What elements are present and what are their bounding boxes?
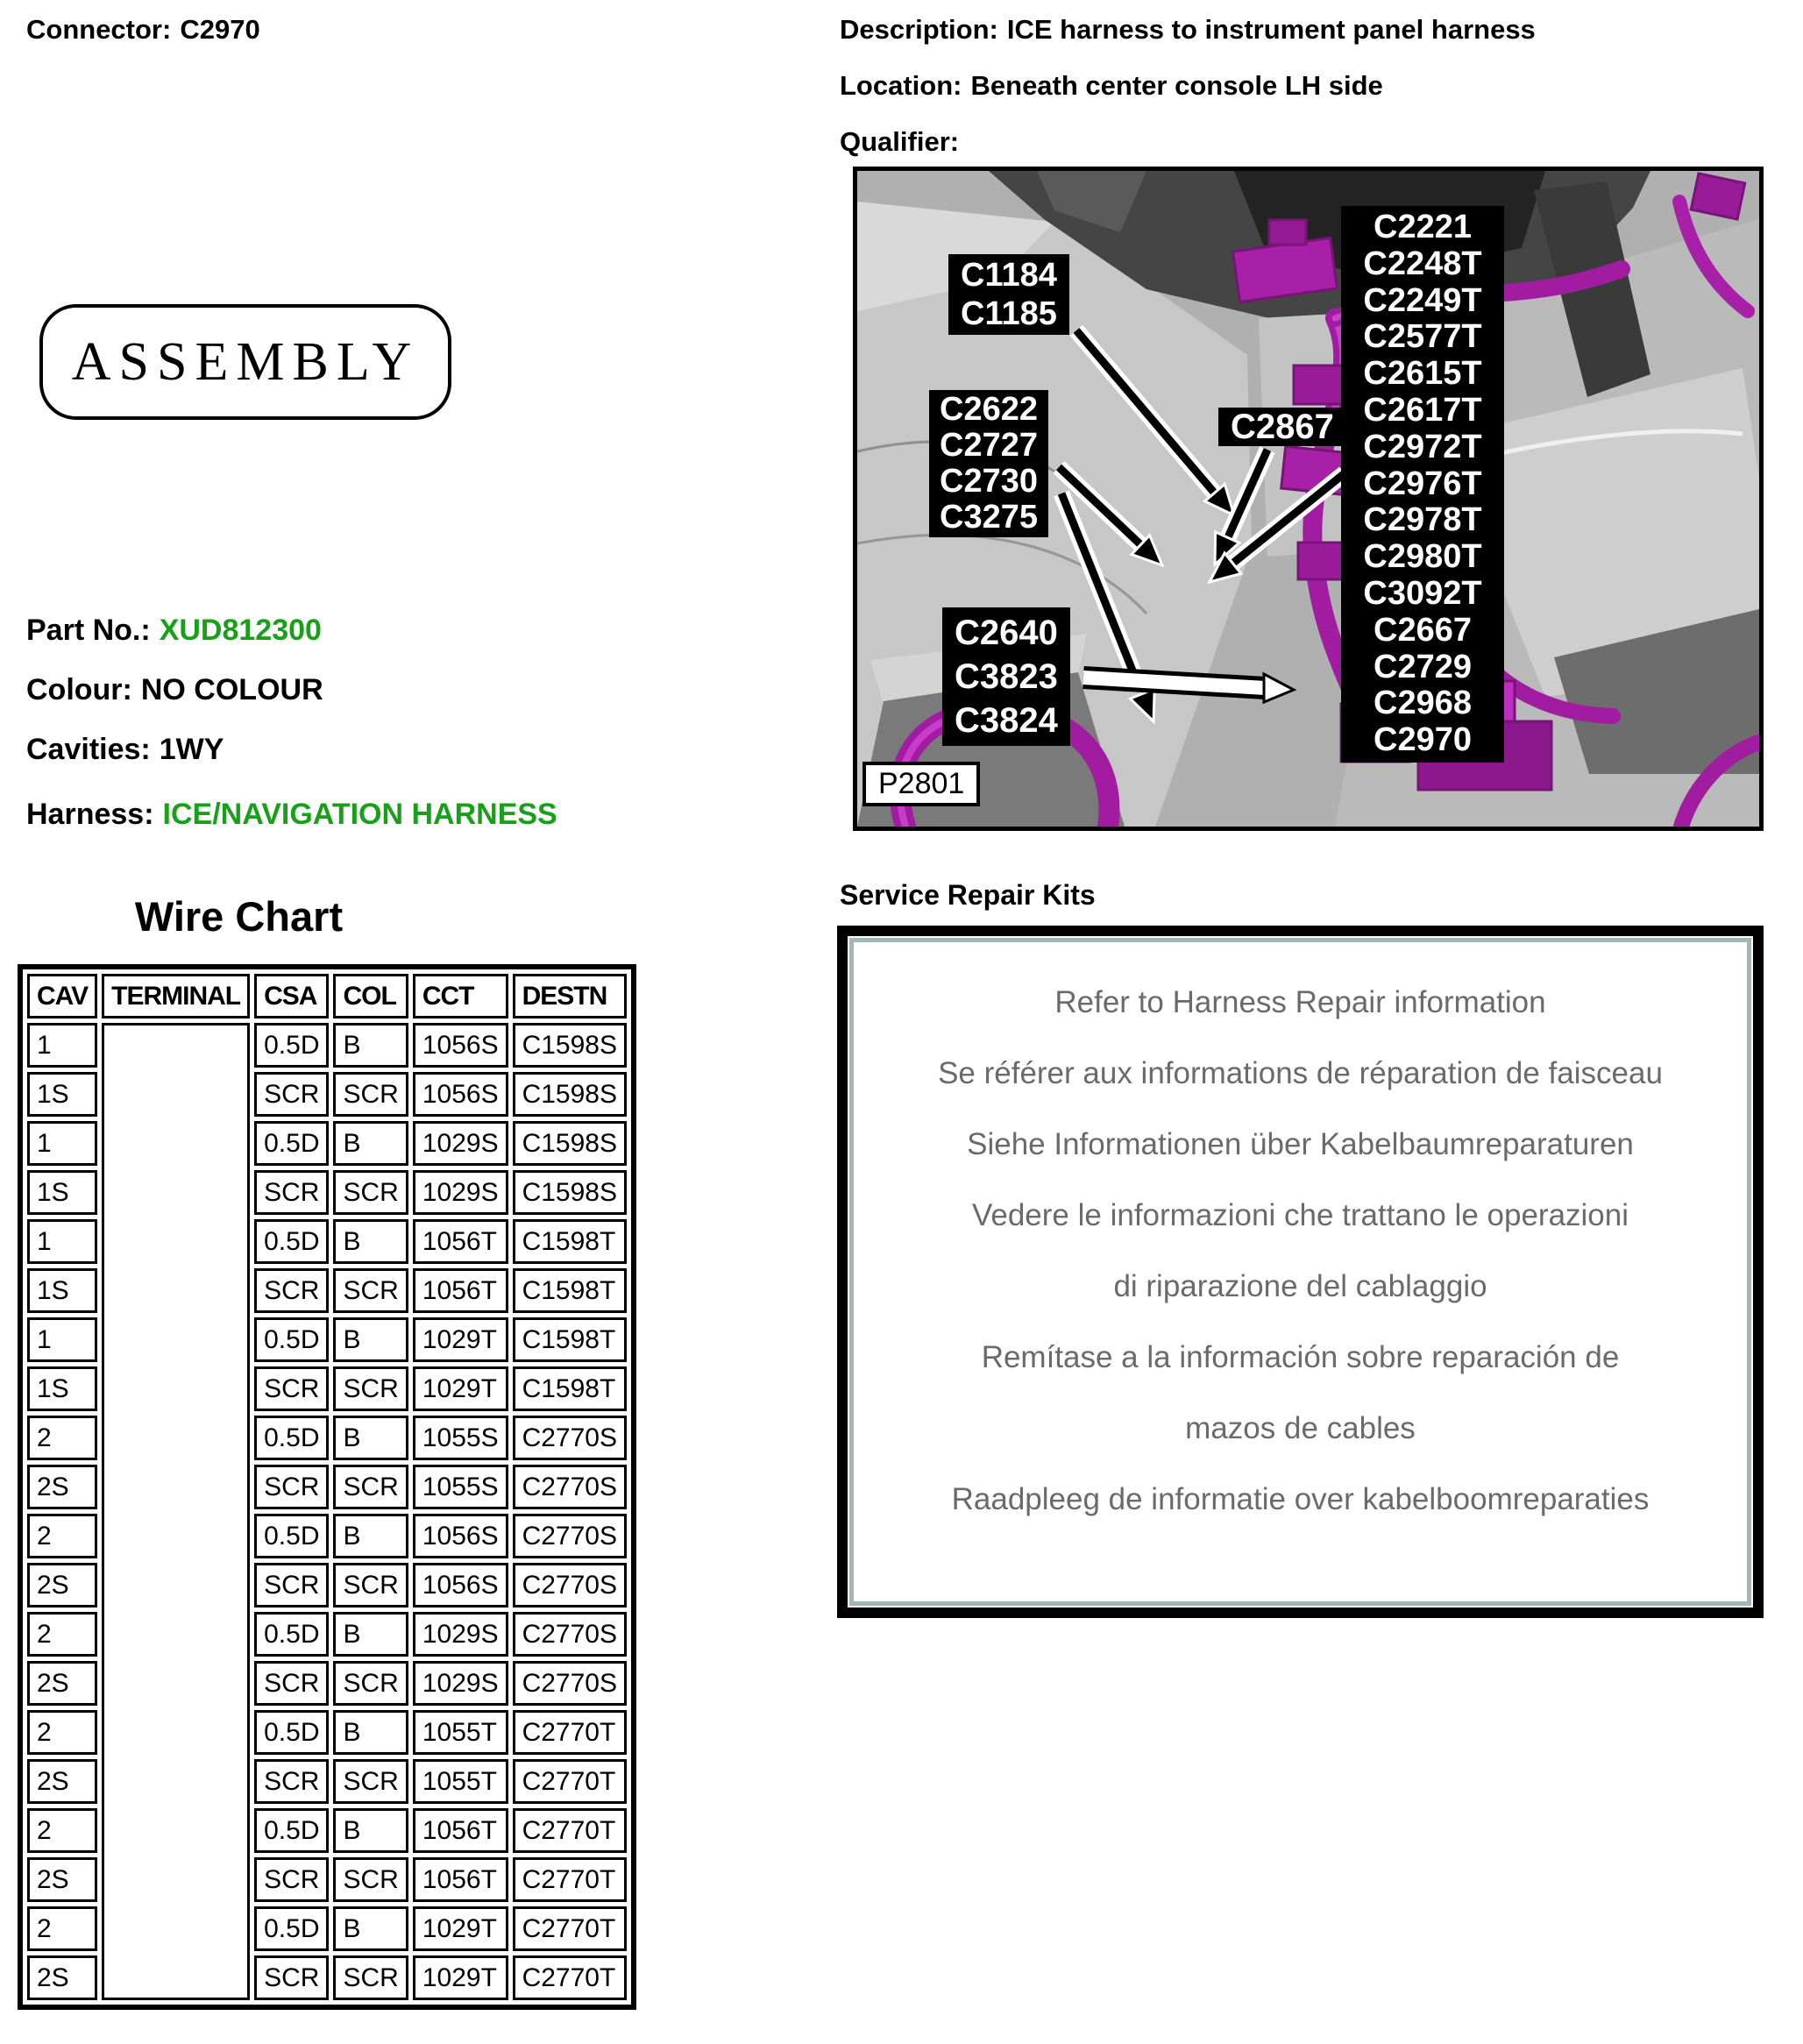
- cell-destn: C2770S: [513, 1514, 627, 1558]
- cell-cav: 1: [27, 1317, 97, 1362]
- cell-cct: 1056T: [413, 1808, 508, 1853]
- photo-reference-label: P2801: [862, 762, 980, 806]
- cell-csa: SCR: [254, 1759, 329, 1804]
- cell-cct: 1029T: [413, 1906, 508, 1951]
- cell-cct: 1029S: [413, 1612, 508, 1657]
- description-label: Description:: [840, 14, 998, 45]
- cell-col: SCR: [333, 1857, 408, 1902]
- cell-col: SCR: [333, 1072, 408, 1117]
- cell-cct: 1029T: [413, 1317, 508, 1362]
- cell-col: SCR: [333, 1170, 408, 1215]
- cell-cct: 1029S: [413, 1661, 508, 1706]
- callout-line: C3823: [955, 657, 1058, 696]
- cell-cct: 1056S: [413, 1563, 508, 1608]
- cell-cav: 2S: [27, 1661, 97, 1706]
- cell-cav: 1S: [27, 1268, 97, 1313]
- cell-csa: 0.5D: [254, 1906, 329, 1951]
- cell-destn: C2770S: [513, 1612, 627, 1657]
- cell-csa: 0.5D: [254, 1514, 329, 1558]
- cell-destn: C2770T: [513, 1857, 627, 1902]
- cell-cav: 2: [27, 1710, 97, 1755]
- description-value: ICE harness to instrument panel harness: [1006, 14, 1536, 45]
- cell-col: B: [333, 1612, 408, 1657]
- cell-col: SCR: [333, 1759, 408, 1804]
- cell-csa: SCR: [254, 1072, 329, 1117]
- service-repair-kits-line: mazos de cables: [1185, 1411, 1416, 1445]
- cell-cct: 1056S: [413, 1514, 508, 1558]
- cell-col: B: [333, 1023, 408, 1068]
- callout-line: C2622: [940, 391, 1038, 428]
- cell-csa: SCR: [254, 1268, 329, 1313]
- cavities-line: [26, 733, 224, 767]
- cell-col: SCR: [333, 1366, 408, 1411]
- callout-line: C2978T: [1363, 501, 1482, 539]
- service-repair-kits-title: Service Repair Kits: [840, 879, 1096, 911]
- callout-line: C3275: [940, 499, 1038, 536]
- cell-cav: 1: [27, 1219, 97, 1264]
- service-repair-kits-line: Remítase a la información sobre reparación de: [981, 1340, 1620, 1374]
- col-header-destn: DESTN: [513, 974, 627, 1018]
- harness-label: Harness:: [26, 798, 154, 831]
- cell-cav: 2S: [27, 1759, 97, 1804]
- cell-destn: C2770S: [513, 1465, 627, 1509]
- cell-cav: 2S: [27, 1563, 97, 1608]
- col-header-col: COL: [333, 974, 408, 1018]
- cell-destn: C2770T: [513, 1955, 627, 2000]
- cell-col: B: [333, 1121, 408, 1166]
- cell-destn: C1598T: [513, 1317, 627, 1362]
- cell-col: B: [333, 1416, 408, 1460]
- cell-csa: 0.5D: [254, 1710, 329, 1755]
- cell-cav: 2: [27, 1612, 97, 1657]
- cell-col: SCR: [333, 1955, 408, 2000]
- qualifier-label: Qualifier:: [840, 126, 960, 157]
- harness-line: [26, 798, 557, 832]
- cell-csa: 0.5D: [254, 1023, 329, 1068]
- col-header-cav: CAV: [27, 974, 97, 1018]
- service-repair-kits-line: Refer to Harness Repair information: [1054, 985, 1546, 1019]
- callout-c2622-group: [929, 390, 1048, 537]
- callout-line: C3092T: [1363, 574, 1482, 612]
- cell-col: SCR: [333, 1465, 408, 1509]
- part-no-label: Part No.:: [26, 614, 151, 647]
- cell-cct: 1055S: [413, 1465, 508, 1509]
- cell-cct: 1056S: [413, 1023, 508, 1068]
- cavities-label: Cavities:: [26, 733, 151, 766]
- connector-label: Connector:: [26, 14, 172, 45]
- cell-csa: SCR: [254, 1170, 329, 1215]
- part-no-line: [26, 614, 322, 648]
- colour-value: NO COLOUR: [140, 673, 323, 706]
- callout-line: C2727: [940, 427, 1038, 464]
- harness-value: ICE/NAVIGATION HARNESS: [162, 798, 557, 831]
- wire-chart-row: [27, 1023, 627, 1068]
- cell-destn: C2770T: [513, 1759, 627, 1804]
- location-heading: [840, 70, 1383, 102]
- cell-csa: 0.5D: [254, 1219, 329, 1264]
- callout-line: C2640: [955, 614, 1058, 652]
- callout-line: C2248T: [1363, 245, 1482, 282]
- callout-line: C2968: [1374, 685, 1472, 722]
- callout-line: C2972T: [1363, 428, 1482, 465]
- callout-line: C2221: [1374, 209, 1472, 245]
- service-repair-kits-line: Siehe Informationen über Kabelbaumreparaturen: [967, 1127, 1634, 1161]
- cell-cct: 1056T: [413, 1268, 508, 1313]
- cell-cav: 2S: [27, 1857, 97, 1902]
- cell-cct: 1029T: [413, 1955, 508, 2000]
- cell-csa: 0.5D: [254, 1416, 329, 1460]
- service-repair-kits-line: Raadpleeg de informatie over kabelboomreparaties: [951, 1482, 1650, 1516]
- cell-destn: C1598S: [513, 1023, 627, 1068]
- cell-cav: 1S: [27, 1366, 97, 1411]
- service-repair-kits-line: di riparazione del cablaggio: [1113, 1269, 1487, 1303]
- wire-chart-header-row: [27, 974, 627, 1018]
- cell-cct: 1029T: [413, 1366, 508, 1411]
- cell-destn: C2770T: [513, 1906, 627, 1951]
- cell-cct: 1055T: [413, 1710, 508, 1755]
- cell-csa: SCR: [254, 1661, 329, 1706]
- callout-line: C2667: [1374, 611, 1472, 649]
- cell-col: B: [333, 1317, 408, 1362]
- wire-chart-title: Wire Chart: [134, 893, 344, 940]
- cell-csa: SCR: [254, 1857, 329, 1902]
- cell-destn: C1598T: [513, 1219, 627, 1264]
- cell-cav: 1: [27, 1121, 97, 1166]
- cell-destn: C1598T: [513, 1366, 627, 1411]
- cell-col: SCR: [333, 1661, 408, 1706]
- cell-destn: C2770T: [513, 1808, 627, 1853]
- callout-line: C2980T: [1363, 538, 1482, 576]
- assembly-badge: ASSEMBLY: [39, 304, 451, 420]
- service-repair-kits-box: [837, 926, 1764, 1618]
- cell-col: B: [333, 1710, 408, 1755]
- cell-cav: 2S: [27, 1955, 97, 2000]
- description-heading: [840, 14, 1536, 46]
- service-repair-kits-lines: [854, 942, 1747, 1535]
- qualifier-heading: [840, 126, 968, 158]
- cell-col: B: [333, 1906, 408, 1951]
- col-header-csa: CSA: [254, 974, 329, 1018]
- cell-col: B: [333, 1219, 408, 1264]
- cell-csa: 0.5D: [254, 1121, 329, 1166]
- callout-line: C2730: [940, 463, 1038, 500]
- cell-csa: SCR: [254, 1563, 329, 1608]
- cell-csa: 0.5D: [254, 1808, 329, 1853]
- connector-location-photo: [853, 167, 1764, 831]
- cell-cct: 1055T: [413, 1759, 508, 1804]
- part-no-value: XUD812300: [159, 614, 322, 647]
- connector-value: C2970: [180, 14, 260, 45]
- cell-destn: C2770S: [513, 1661, 627, 1706]
- colour-label: Colour:: [26, 673, 132, 706]
- callout-line: C2617T: [1363, 391, 1482, 429]
- location-value: Beneath center console LH side: [970, 70, 1383, 101]
- callout-line: C3824: [955, 701, 1058, 740]
- callout-c1184-c1185: [948, 254, 1069, 335]
- cell-destn: C1598T: [513, 1268, 627, 1313]
- callout-line: C2729: [1374, 648, 1472, 685]
- connector-heading: [26, 14, 260, 46]
- callout-line: C1184: [961, 257, 1057, 294]
- cell-csa: SCR: [254, 1366, 329, 1411]
- cell-cav: 1: [27, 1023, 97, 1068]
- cell-cav: 2: [27, 1514, 97, 1558]
- cell-destn: C1598S: [513, 1170, 627, 1215]
- cell-csa: SCR: [254, 1955, 329, 2000]
- cell-col: SCR: [333, 1268, 408, 1313]
- cell-destn: C2770S: [513, 1563, 627, 1608]
- cell-cct: 1056T: [413, 1857, 508, 1902]
- callout-line: C2615T: [1363, 355, 1482, 393]
- callout-line: C2577T: [1363, 318, 1482, 356]
- cell-col: B: [333, 1808, 408, 1853]
- cell-terminal-merged: [102, 1023, 250, 2000]
- cell-csa: 0.5D: [254, 1612, 329, 1657]
- callout-line: C1185: [961, 295, 1057, 332]
- cell-csa: SCR: [254, 1465, 329, 1509]
- callout-c2640-group: [942, 607, 1070, 746]
- cell-cav: 2: [27, 1416, 97, 1460]
- cell-cct: 1055S: [413, 1416, 508, 1460]
- cell-cct: 1056S: [413, 1072, 508, 1117]
- cell-destn: C2770S: [513, 1416, 627, 1460]
- callout-right-column: [1341, 206, 1504, 763]
- cell-csa: 0.5D: [254, 1317, 329, 1362]
- col-header-terminal: TERMINAL: [102, 974, 250, 1018]
- wire-chart-table: [18, 964, 636, 2010]
- callout-line: C2976T: [1363, 465, 1482, 502]
- cell-cct: 1056T: [413, 1219, 508, 1264]
- cell-destn: C1598S: [513, 1072, 627, 1117]
- callout-c2867: C2867: [1218, 408, 1346, 446]
- service-repair-kits-line: Vedere le informazioni che trattano le operazioni: [971, 1198, 1629, 1232]
- service-repair-kits-line: Se référer aux informations de réparation de faisceau: [938, 1056, 1663, 1090]
- cavities-value: 1WY: [159, 733, 224, 766]
- colour-line: [26, 673, 323, 707]
- cell-cct: 1029S: [413, 1170, 508, 1215]
- cell-destn: C1598S: [513, 1121, 627, 1166]
- cell-cav: 2S: [27, 1465, 97, 1509]
- cell-cav: 2: [27, 1808, 97, 1853]
- cell-destn: C2770T: [513, 1710, 627, 1755]
- cell-cav: 2: [27, 1906, 97, 1951]
- callout-line: C2249T: [1363, 281, 1482, 319]
- location-label: Location:: [840, 70, 962, 101]
- service-repair-kits-inner-frame: [849, 938, 1751, 1606]
- callout-line: C2970: [1374, 721, 1472, 759]
- cell-cct: 1029S: [413, 1121, 508, 1166]
- wire-chart-body: [27, 1023, 627, 2000]
- cell-cav: 1S: [27, 1170, 97, 1215]
- col-header-cct: CCT: [413, 974, 508, 1018]
- cell-col: SCR: [333, 1563, 408, 1608]
- cell-cav: 1S: [27, 1072, 97, 1117]
- cell-col: B: [333, 1514, 408, 1558]
